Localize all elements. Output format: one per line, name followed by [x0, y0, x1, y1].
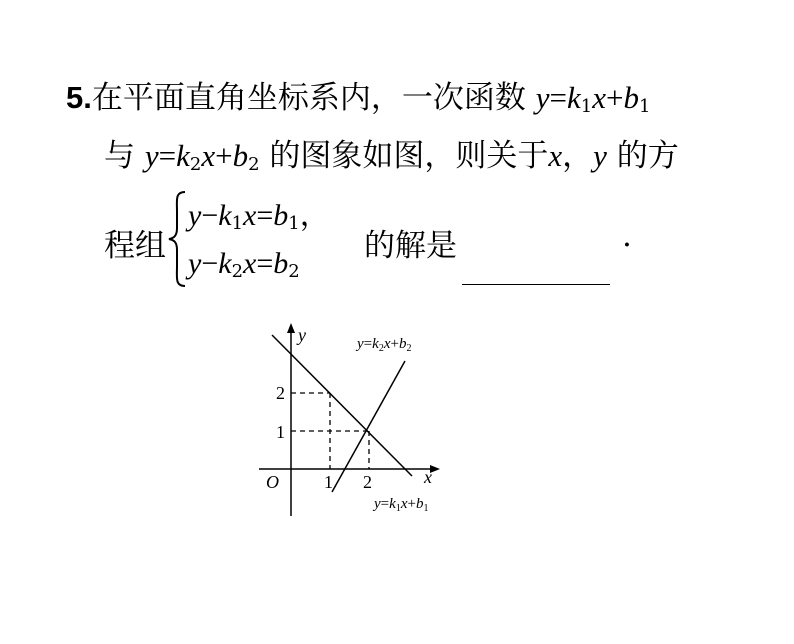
- question-line-3-prefix: 程组: [104, 228, 166, 264]
- question-number: 5.: [66, 80, 92, 115]
- x-axis-label: x: [424, 467, 432, 487]
- y-tick-label: 2: [276, 383, 285, 403]
- question-text: 在平面直角坐标系内，一次函数: [91, 80, 526, 116]
- y-axis-arrow: [287, 323, 295, 333]
- line-k1-b1-label: $y=k_1x+b_1$: [374, 496, 429, 514]
- period: .: [622, 218, 632, 254]
- y-axis-label: y: [298, 325, 306, 345]
- y-tick-label: 1: [276, 422, 285, 442]
- x-tick-label: 1: [324, 472, 333, 492]
- question-line-3-suffix: 的解是: [364, 228, 457, 264]
- equation-1: $y-k_1x=b_1$，: [188, 198, 330, 234]
- question-line-1: 5.在平面直角坐标系内，一次函数 $y=k_1x+b_1$: [66, 80, 651, 117]
- origin-label: O: [266, 472, 279, 492]
- line-k1-b1: [272, 335, 412, 476]
- equation-2: $y-k_2x=b_2$: [188, 247, 300, 282]
- line-k2-b2-label: $y=k_2x+b_2$: [357, 336, 412, 354]
- x-tick-label: 2: [363, 472, 372, 492]
- question-line-2: 与 $y=k_2x+b_2$ 的图象如图，则关于x，y 的方: [104, 138, 679, 175]
